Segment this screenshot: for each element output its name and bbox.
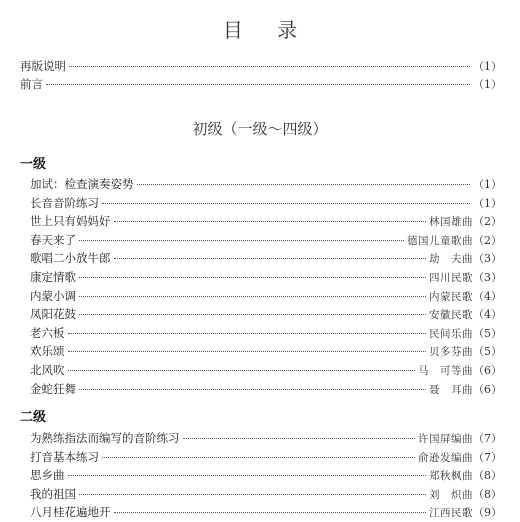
- entry-page: （7）: [473, 432, 502, 445]
- toc-entry[interactable]: [30, 504, 502, 522]
- entry-page: （1）: [473, 196, 502, 210]
- dot-leader: [137, 184, 471, 185]
- dot-leader: [114, 512, 427, 513]
- entry-page: （4）: [473, 289, 502, 303]
- toc-entry[interactable]: [30, 213, 502, 231]
- entry-author: 林国雄曲: [429, 216, 473, 229]
- toc-entry[interactable]: [30, 467, 502, 485]
- entry-author: 郑秋枫曲: [429, 470, 473, 483]
- entry-page: （6）: [473, 364, 502, 377]
- entry-page: （2）: [473, 215, 502, 229]
- entry-author: 安徽民歌: [429, 309, 473, 322]
- dot-leader: [79, 494, 426, 495]
- entry-page: （8）: [473, 469, 502, 483]
- dot-leader: [68, 351, 427, 352]
- dot-leader: [183, 438, 416, 439]
- entry-title: 再版说明: [20, 59, 66, 73]
- toc-entry-preface-reprint[interactable]: [20, 58, 502, 76]
- section-heading-level-1: 一级: [20, 157, 47, 172]
- entry-page: （1）: [473, 78, 502, 91]
- dot-leader: [102, 457, 415, 458]
- toc-entry[interactable]: [30, 362, 502, 380]
- entry-page: （4）: [473, 308, 502, 322]
- entry-title: 内蒙小调: [30, 288, 76, 303]
- toc-entry[interactable]: [30, 430, 502, 448]
- entry-title: 前言: [20, 77, 43, 91]
- entry-page: （6）: [473, 382, 502, 396]
- toc-entry[interactable]: [30, 343, 502, 361]
- dot-leader: [102, 203, 470, 204]
- entry-author: 刘 炽曲: [429, 488, 473, 501]
- dot-leader: [79, 240, 404, 241]
- dot-leader: [68, 475, 427, 476]
- entry-title: 北风吹: [30, 363, 65, 377]
- entry-title: 世上只有妈妈好: [30, 214, 111, 229]
- toc-entry[interactable]: [30, 381, 502, 399]
- entry-page: （1）: [473, 60, 502, 73]
- entry-title: 为熟练指法而编写的音阶练习: [30, 431, 180, 445]
- entry-page: （7）: [473, 450, 502, 464]
- dot-leader: [114, 258, 427, 259]
- dot-leader: [46, 84, 470, 85]
- entry-author: 聂 耳曲: [429, 383, 473, 396]
- toc-entry[interactable]: [30, 232, 502, 250]
- toc-entry[interactable]: [30, 176, 502, 194]
- entry-page: （1）: [473, 178, 502, 191]
- entry-page: （9）: [473, 506, 502, 520]
- toc-entry[interactable]: [30, 325, 502, 343]
- entry-author: 劫 夫曲: [429, 253, 473, 266]
- entry-title: 老六板: [30, 325, 65, 340]
- entry-page: （5）: [473, 326, 502, 340]
- entry-title: 欢乐颂: [30, 344, 65, 359]
- part-title: 初级（一级～四级）: [192, 120, 328, 138]
- toc-entry[interactable]: [30, 306, 502, 324]
- entry-title: 我的祖国: [30, 486, 76, 501]
- entry-page: （3）: [473, 252, 502, 266]
- dot-leader: [79, 314, 426, 315]
- toc-entry[interactable]: [30, 486, 502, 504]
- toc-entry[interactable]: [30, 250, 502, 268]
- entry-page: （5）: [473, 345, 502, 359]
- dot-leader: [79, 389, 426, 390]
- entry-title: 加试：检查演奏姿势: [30, 177, 134, 191]
- toc-entry[interactable]: [30, 449, 502, 467]
- entry-page: （2）: [473, 233, 502, 247]
- entry-author: 俞逊发编曲: [418, 451, 473, 464]
- toc-entry[interactable]: [30, 195, 502, 213]
- entry-author: 民间乐曲: [429, 327, 473, 340]
- entry-author: 四川民歌: [429, 272, 473, 284]
- entry-title: 歌唱二小放牛郎: [30, 251, 111, 266]
- dot-leader: [68, 370, 416, 371]
- entry-title: 思乡曲: [30, 468, 65, 483]
- entry-title: 凤阳花鼓: [30, 307, 76, 322]
- section-heading-level-2: 二级: [20, 410, 47, 425]
- entry-author: 马 可等曲: [418, 365, 473, 377]
- toc-entry[interactable]: [30, 269, 502, 287]
- entry-author: 江西民歌: [429, 507, 473, 520]
- entry-title: 长音音阶练习: [30, 195, 99, 210]
- entry-author: 德国儿童歌曲: [407, 234, 473, 247]
- dot-leader: [69, 66, 470, 67]
- entry-page: （8）: [473, 487, 502, 501]
- dot-leader: [68, 333, 427, 334]
- toc-entry-foreword[interactable]: [20, 76, 502, 94]
- entry-title: 八月桂花遍地开: [30, 505, 111, 520]
- entry-title: 打音基本练习: [30, 449, 99, 464]
- entry-title: 春天来了: [30, 232, 76, 247]
- page-title: 目 录: [222, 18, 312, 42]
- entry-author: 贝多芬曲: [429, 346, 473, 359]
- entry-page: （3）: [473, 271, 502, 284]
- entry-author: 许国屏编曲: [418, 433, 473, 445]
- entry-author: 内蒙民歌: [429, 290, 473, 303]
- entry-title: 康定情歌: [30, 270, 76, 284]
- entry-title: 金蛇狂舞: [30, 381, 76, 396]
- dot-leader: [114, 221, 427, 222]
- dot-leader: [79, 277, 426, 278]
- toc-entry[interactable]: [30, 288, 502, 306]
- dot-leader: [79, 296, 426, 297]
